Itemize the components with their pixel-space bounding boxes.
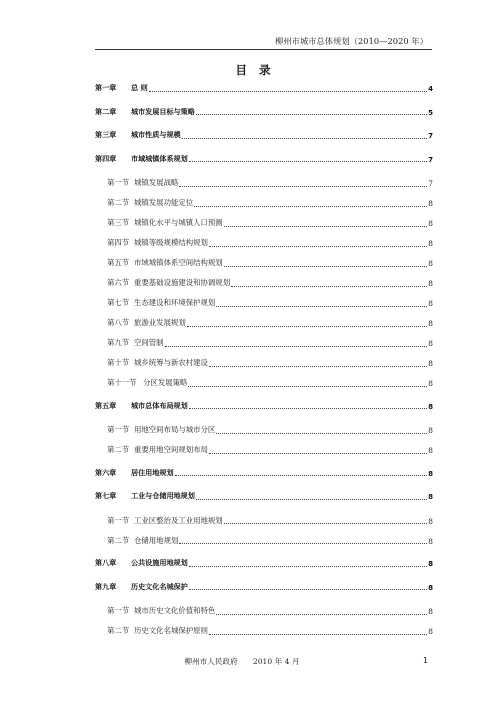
toc-entry-label — [107, 625, 208, 636]
toc-entry-label — [107, 217, 223, 228]
toc-section-entry[interactable] — [95, 237, 433, 248]
toc-section-entry[interactable] — [95, 177, 433, 188]
toc-page-number: 8 — [428, 446, 433, 455]
toc-page-number: 8 — [428, 279, 433, 288]
dot-leader — [209, 453, 427, 454]
toc-entry-label — [107, 337, 164, 348]
toc-chapter-entry[interactable] — [95, 107, 433, 117]
toc-entry-label — [95, 558, 188, 568]
toc-entry-label — [107, 377, 187, 388]
toc-page-number: 8 — [428, 492, 433, 501]
section-number: 第五节 — [107, 258, 130, 267]
dot-leader — [179, 543, 427, 544]
section-title: 市域城镇体系空间结构规划 — [134, 258, 223, 267]
toc-section-entry[interactable] — [95, 217, 433, 228]
dot-leader — [196, 114, 427, 115]
toc-page-number: 8 — [428, 359, 433, 368]
toc-section-entry[interactable] — [95, 625, 433, 636]
toc-page-number: 8 — [428, 516, 433, 526]
chapter-number: 第七章 — [95, 491, 117, 500]
toc-section-entry[interactable] — [95, 444, 433, 455]
chapter-title: 居住用地规划 — [131, 467, 174, 477]
section-title: 城乡统筹与新农村建设 — [134, 358, 208, 367]
section-number: 第二节 — [107, 626, 130, 635]
toc-page-number: 8 — [428, 379, 433, 388]
section-number: 第二节 — [107, 535, 130, 545]
toc-entry-label — [107, 257, 223, 268]
toc-entry-label — [107, 515, 223, 526]
footer-page-number: 1 — [423, 656, 428, 665]
toc-page-number: 7 — [428, 154, 433, 164]
section-title: 仓储用地规划 — [134, 535, 179, 545]
section-number: 第一节 — [107, 425, 130, 434]
toc-section-entry[interactable] — [95, 605, 433, 616]
toc-entry-label — [107, 535, 178, 546]
chapter-title: 市域城镇体系规划 — [131, 153, 188, 163]
section-number: 第四节 — [107, 238, 130, 247]
toc-section-entry[interactable] — [95, 337, 433, 348]
chapter-title: 总 则 — [131, 83, 148, 92]
chapter-title: 城市总体布局规划 — [131, 400, 188, 410]
chapter-number: 第八章 — [95, 558, 117, 567]
chapter-title: 历史文化名城保护 — [131, 581, 188, 591]
dot-leader — [179, 186, 427, 187]
chapter-number: 第六章 — [95, 467, 117, 477]
toc-page-number: 8 — [428, 259, 433, 268]
chapter-number: 第三章 — [95, 130, 117, 139]
running-header: 柳州市城市总体规划（2010—2020 年） — [275, 36, 428, 46]
toc-entry-label — [95, 491, 195, 501]
dot-leader — [187, 326, 428, 327]
toc-chapter-entry[interactable] — [95, 83, 433, 93]
section-title: 生态建设和环境保护规划 — [134, 298, 216, 307]
dot-leader — [189, 589, 427, 590]
section-title: 分区发展策略 — [143, 378, 188, 387]
toc-page-number: 8 — [428, 239, 433, 248]
dot-leader — [231, 286, 427, 287]
header-rule — [95, 49, 432, 50]
dot-leader — [149, 91, 427, 92]
toc-entry-label — [107, 357, 208, 368]
toc-chapter-entry[interactable] — [95, 582, 433, 592]
chapter-number: 第五章 — [95, 400, 117, 410]
section-title: 工业区整治及工业用地规划 — [134, 515, 223, 525]
section-number: 第三节 — [107, 218, 130, 227]
section-number: 第十一节 — [107, 378, 137, 387]
section-number: 第一节 — [107, 606, 130, 615]
toc-entry-label — [95, 468, 174, 478]
toc-chapter-entry[interactable] — [95, 468, 433, 478]
toc-section-entry[interactable] — [95, 515, 433, 526]
chapter-number: 第一章 — [95, 83, 117, 92]
section-number: 第二节 — [107, 198, 130, 207]
toc-entry-label — [95, 130, 181, 140]
section-title: 城镇发展功能定位 — [134, 198, 194, 207]
toc-page-number: 8 — [428, 627, 433, 636]
dot-leader — [224, 226, 428, 227]
dot-leader — [209, 366, 427, 367]
toc-entry-label — [107, 424, 215, 435]
toc-entry-label — [107, 605, 215, 616]
section-number: 第八节 — [107, 318, 130, 327]
section-title: 历史文化名城保护原则 — [134, 626, 208, 635]
toc-section-entry[interactable] — [95, 277, 433, 288]
toc-section-entry[interactable] — [95, 535, 433, 546]
toc-chapter-entry[interactable] — [95, 154, 433, 164]
toc-chapter-entry[interactable] — [95, 491, 433, 501]
dot-leader — [216, 433, 427, 434]
section-title: 城镇发展战略 — [134, 178, 179, 187]
section-title: 城镇化水平与城镇人口预测 — [134, 218, 223, 227]
dot-leader — [196, 499, 427, 500]
toc-entry-label — [107, 237, 208, 248]
toc-page-number: 8 — [428, 199, 433, 208]
section-number: 第十节 — [107, 358, 130, 367]
toc-page-number: 8 — [428, 468, 433, 478]
toc-page-number: 7 — [428, 179, 433, 188]
dot-leader — [182, 138, 427, 139]
toc-entry-label — [107, 297, 215, 308]
chapter-number: 第二章 — [95, 106, 117, 116]
dot-leader — [216, 614, 427, 615]
toc-page-number: 8 — [428, 219, 433, 228]
toc-page-number: 8 — [428, 536, 433, 546]
dot-leader — [188, 386, 427, 387]
section-title: 重要基础设施建设和协调规划 — [134, 278, 231, 287]
toc-section-entry[interactable] — [95, 424, 433, 435]
toc-page-number: 8 — [428, 559, 433, 568]
toc-entry-label — [107, 444, 208, 455]
dot-leader — [224, 266, 428, 267]
section-title: 城市历史文化价值和特色 — [134, 606, 216, 615]
toc-chapter-entry[interactable] — [95, 130, 433, 140]
toc-section-entry[interactable] — [95, 257, 433, 268]
chapter-title: 公共设施用地规划 — [131, 558, 188, 567]
toc-chapter-entry[interactable] — [95, 401, 433, 411]
toc-entry-label — [107, 177, 178, 188]
section-number: 第九节 — [107, 338, 130, 347]
toc-entry-label — [107, 317, 186, 328]
section-number: 第一节 — [107, 178, 130, 187]
section-title: 城镇等级规模结构规划 — [134, 238, 208, 247]
dot-leader — [189, 161, 427, 162]
section-title: 空间管制 — [134, 338, 164, 347]
dot-leader — [189, 566, 427, 567]
toc-entry-label — [95, 107, 195, 117]
section-number: 第二节 — [107, 445, 130, 454]
chapter-title: 城市性质与规模 — [131, 130, 181, 139]
section-title: 旅游业发展规划 — [134, 318, 186, 327]
toc-entry-label — [107, 197, 193, 208]
toc-entry-label — [95, 401, 188, 411]
toc-page-number: 4 — [428, 84, 433, 93]
section-number: 第六节 — [107, 278, 130, 287]
toc-page-number: 8 — [428, 339, 433, 348]
toc-page-number: 8 — [428, 319, 433, 328]
toc-section-entry[interactable] — [95, 197, 433, 208]
dot-leader — [216, 306, 427, 307]
section-title: 重要用地空间规划布局 — [134, 445, 208, 454]
section-number: 第七节 — [107, 298, 130, 307]
toc-entry-label — [95, 582, 188, 592]
toc-page-number: 7 — [428, 131, 433, 140]
chapter-number: 第四章 — [95, 153, 117, 163]
toc-page-number: 8 — [428, 607, 433, 616]
footer-text: 柳州市人民政府 2010 年 4 月 — [184, 657, 300, 666]
toc-page-number: 8 — [428, 582, 433, 592]
section-title: 用地空间布局与城市分区 — [134, 425, 216, 434]
dot-leader — [209, 246, 427, 247]
toc-title: 目 录 — [235, 63, 275, 77]
toc-section-entry[interactable] — [95, 297, 433, 308]
section-number: 第一节 — [107, 515, 130, 525]
dot-leader — [189, 408, 427, 409]
toc-entry-label — [107, 277, 230, 288]
chapter-number: 第九章 — [95, 581, 117, 591]
toc-section-entry[interactable] — [95, 377, 433, 388]
toc-page-number: 8 — [428, 426, 433, 435]
toc-entry-label — [95, 154, 188, 164]
chapter-title: 城市发展目标与策略 — [131, 106, 195, 116]
dot-leader — [209, 634, 427, 635]
dot-leader — [175, 475, 428, 476]
toc-section-entry[interactable] — [95, 317, 433, 328]
toc-chapter-entry[interactable] — [95, 558, 433, 568]
dot-leader — [165, 346, 428, 347]
chapter-title: 工业与仓储用地规划 — [131, 491, 195, 500]
dot-leader — [224, 523, 428, 524]
toc-section-entry[interactable] — [95, 357, 433, 368]
toc-page-number: 8 — [428, 299, 433, 308]
toc-entry-label — [95, 83, 148, 93]
dot-leader — [194, 206, 427, 207]
toc-page-number: 8 — [428, 401, 433, 411]
toc-page-number: 5 — [428, 107, 433, 117]
